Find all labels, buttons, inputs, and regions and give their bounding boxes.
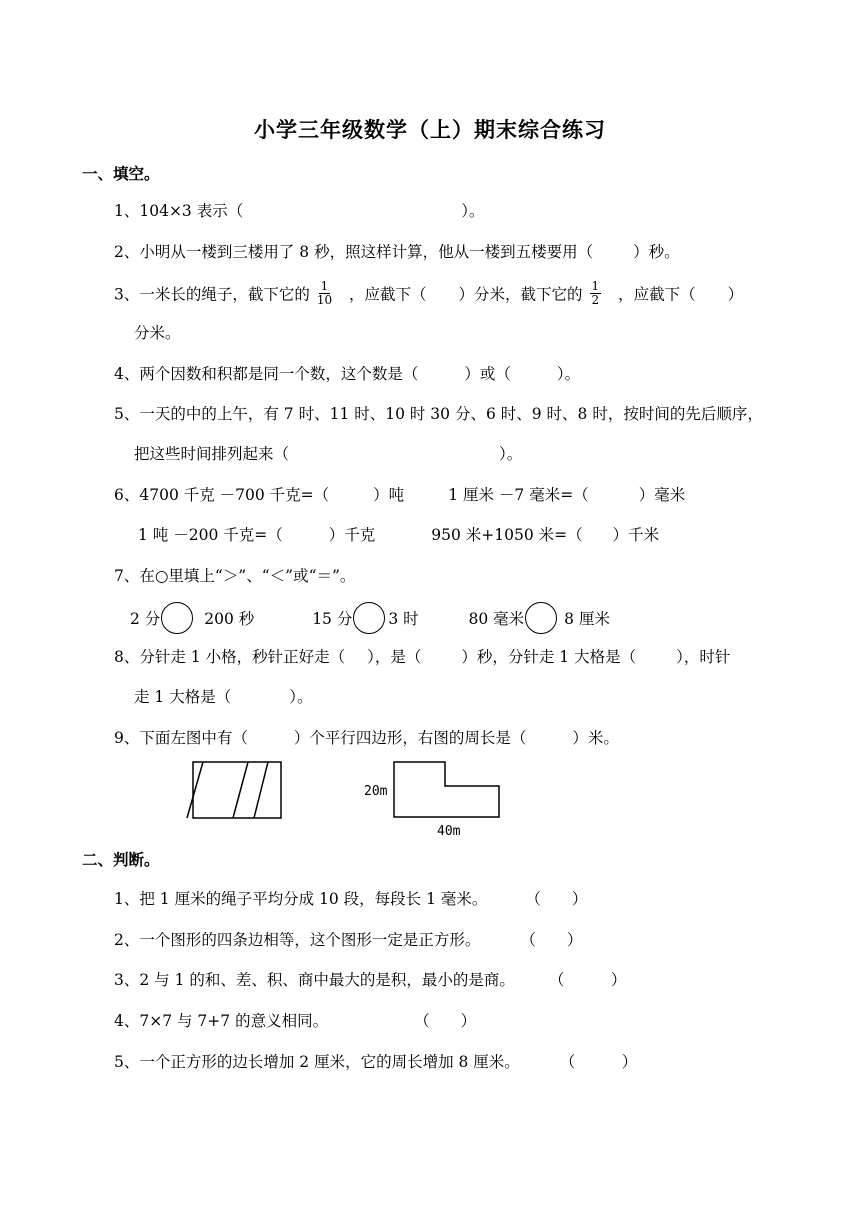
fraction-one-tenth: $\frac{1}{10}$ [316, 279, 333, 307]
compare-circle-2[interactable] [353, 602, 385, 634]
question-6-row-1 [114, 484, 685, 506]
judge-1-text: 1、把 1 厘米的绳子平均分成 10 段，每段长 1 毫米。 [114, 890, 488, 908]
q7-p3-left: 80 毫米 [468, 610, 525, 628]
judge-5-text: 5、一个正方形的边长增加 2 厘米，它的周长增加 8 厘米。 [114, 1053, 520, 1071]
q6-h: ）千米 [612, 526, 660, 544]
q6-e: 1 吨 －200 千克=（ [138, 526, 283, 544]
q6-c: 1 厘米 －7 毫米=（ [448, 486, 589, 504]
q6-g: 950 米+1050 米=（ [431, 526, 583, 544]
question-6-row-2 [138, 524, 659, 546]
compare-circle-1[interactable] [161, 602, 193, 634]
question-7-comparisons [130, 604, 610, 636]
q9-b: ）个平行四边形，右图的周长是（ [293, 729, 527, 747]
judge-item-4 [114, 1010, 476, 1032]
question-2 [114, 241, 680, 263]
section-heading-fill-blank: 一、填空。 [82, 165, 160, 183]
q9-a: 9、下面左图中有（ [114, 729, 248, 747]
q6-a: 6、4700 千克 －700 千克=（ [114, 486, 330, 504]
judge-4-answer[interactable]: （ ） [414, 1012, 477, 1030]
question-1 [114, 200, 485, 222]
question-8 [114, 646, 730, 668]
question-3 [114, 279, 744, 309]
q3-text-d: ，应截下（ [618, 285, 696, 304]
fraction-one-half: $\frac{1}{2}$ [591, 279, 600, 307]
q8-c: ）秒，分针走 1 大格是（ [461, 648, 637, 666]
judge-item-5 [114, 1051, 637, 1073]
q8-cont-a: 走 1 大格是（ [134, 688, 232, 706]
q8-cont-b: ）。 [289, 688, 313, 706]
question-5-cont [134, 443, 522, 465]
judge-1-answer[interactable]: （ ） [525, 890, 588, 908]
judge-3-answer[interactable]: （ ） [548, 971, 627, 989]
judge-3-text: 3、2 与 1 的和、差、积、商中最大的是积，最小的是商。 [114, 971, 515, 989]
q3-text-e: ） [727, 285, 744, 304]
q9-figures [0, 755, 860, 845]
height-label: 20m [364, 784, 388, 799]
q5-close: ）。 [499, 445, 523, 463]
q6-f: ）千克 [328, 526, 376, 544]
q5-cont-text: 把这些时间排列起来（ [134, 445, 290, 463]
judge-4-text: 4、7×7 与 7+7 的意义相同。 [114, 1012, 329, 1030]
question-9 [114, 727, 619, 749]
q7-p2-left: 15 分 [312, 610, 353, 628]
q2-close: ）秒。 [633, 243, 680, 261]
q7-p1-left: 2 分 [130, 610, 161, 628]
q1-close: ）。 [461, 202, 485, 220]
q3-text-b: ，应截下（ [349, 285, 427, 304]
judge-item-1 [114, 888, 587, 910]
l-shape-figure [364, 762, 499, 839]
question-8-cont [134, 686, 312, 708]
parallelogram-figure [187, 762, 281, 818]
q6-b: ）吨 [373, 486, 405, 504]
q3-text: 3、一米长的绳子，截下它的 [114, 285, 310, 304]
q4-text: 4、两个因数和积都是同一个数，这个数是（ [114, 365, 419, 383]
page-title: 小学三年级数学（上）期末综合练习 [254, 118, 606, 142]
judge-item-3 [114, 969, 626, 991]
q9-c: ）米。 [572, 729, 619, 747]
q2-text: 2、小明从一楼到三楼用了 8 秒，照这样计算，他从一楼到五楼要用（ [114, 243, 594, 261]
judge-item-2 [114, 929, 582, 951]
section-heading-judge: 二、判断。 [82, 851, 160, 869]
q4-or: ）或（ [464, 365, 511, 383]
q6-d: ）毫米 [638, 486, 686, 504]
question-7: 7、在○里填上“＞”、“＜”或“＝”。 [114, 567, 356, 585]
question-4 [114, 363, 580, 385]
q4-close: ）。 [556, 365, 581, 383]
q8-d: ），时针 [676, 648, 731, 666]
q8-b: ），是（ [367, 648, 422, 666]
q3-text-c: ）分米，截下它的 [458, 285, 583, 304]
q8-a: 8、分针走 1 小格，秒针正好走（ [114, 648, 346, 666]
q7-p1-right: 200 秒 [204, 610, 255, 628]
q7-p2-right: 3 时 [388, 610, 419, 628]
judge-2-text: 2、一个图形的四条边相等，这个图形一定是正方形。 [114, 931, 481, 949]
question-5: 5、一天的中的上午，有 7 时、11 时、10 时 30 分、6 时、9 时、8 时，按时间的先后顺序， [114, 405, 763, 423]
q7-p3-right: 8 厘米 [564, 610, 610, 628]
width-label: 40m [437, 824, 461, 839]
question-3-cont: 分米。 [134, 324, 181, 342]
compare-circle-3[interactable] [525, 602, 557, 634]
q1-text: 1、104×3 表示（ [114, 202, 244, 220]
judge-5-answer[interactable]: （ ） [559, 1053, 638, 1071]
judge-2-answer[interactable]: （ ） [520, 931, 583, 949]
